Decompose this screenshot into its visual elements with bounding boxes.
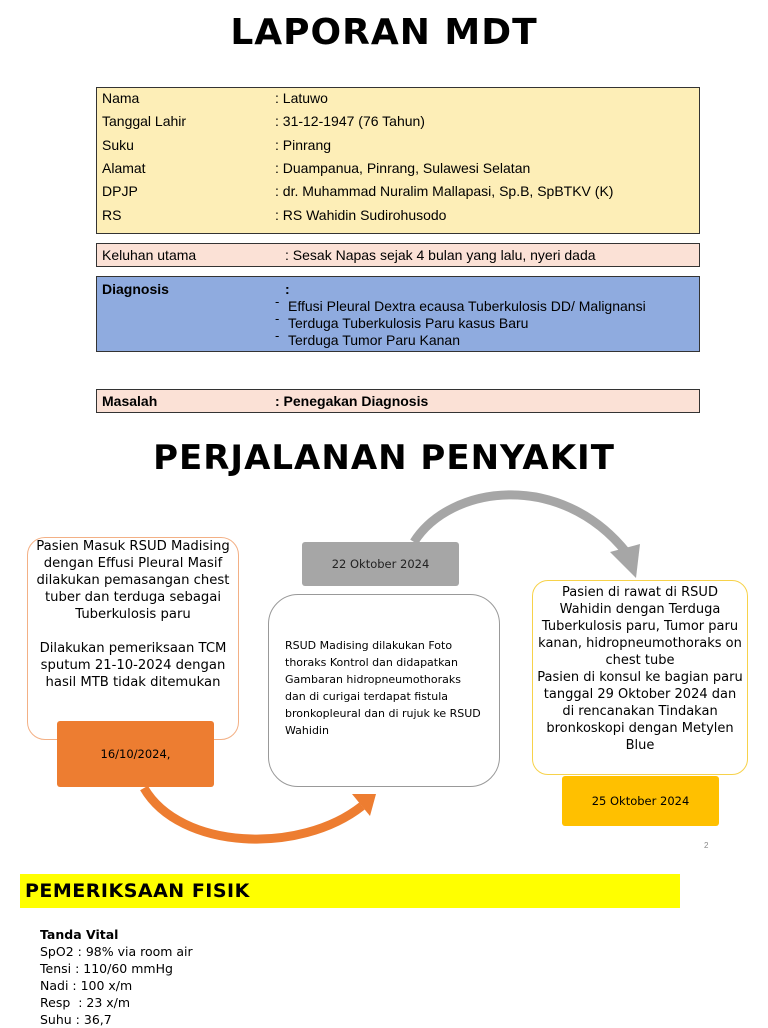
bullet-dash: -: [275, 294, 280, 309]
timeline-card-1-text-1: Pasien Masuk RSUD Madising dengan Effusi Pleural Masif dilakukan pemasangan chest tuber dan terduga sebagai Tuberkulosis paru: [36, 539, 230, 622]
diagnosis-box: [96, 276, 700, 352]
patient-value-tanggal-lahir: : 31-12-1947 (76 Tahun): [275, 113, 425, 129]
timeline-date-1: 16/10/2024,: [57, 721, 214, 787]
patient-label-rs: RS: [102, 207, 122, 223]
diagnosis-item: [275, 328, 460, 348]
patient-value-nama: : Latuwo: [275, 90, 328, 106]
diagnosis-item-text: Terduga Tuberkulosis Paru kasus Baru: [288, 315, 529, 331]
vital-item: Nadi : 100 x/m: [40, 978, 133, 993]
timeline-card-1: [27, 537, 239, 740]
timeline-card-1-text-2: Dilakukan pemeriksaan TCM sputum 21-10-2024 dengan hasil MTB tidak ditemukan: [39, 641, 227, 690]
timeline-card-3-text-1: Pasien di rawat di RSUD Wahidin dengan Terduga Tuberkulosis paru, Tumor paru kanan, hidropneumothoraks on chest tube: [538, 585, 742, 668]
patient-value-alamat: : Duampanua, Pinrang, Sulawesi Selatan: [275, 160, 531, 176]
arrow-gray-head: [610, 544, 640, 578]
keluhan-value: : Sesak Napas sejak 4 bulan yang lalu, nyeri dada: [285, 247, 596, 263]
vital-item: Tensi : 110/60 mmHg: [40, 961, 173, 976]
vital-signs: [40, 926, 193, 1028]
vital-item: Resp : 23 x/m: [40, 995, 131, 1010]
timeline-card-3-text-2: Pasien di konsul ke bagian paru tanggal 29 Oktober 2024 dan di rencanakan Tindakan bronkoskopi dengan Metylen Blue: [537, 670, 743, 753]
page-title: LAPORAN MDT: [230, 12, 538, 53]
patient-value-suku: : Pinrang: [275, 137, 332, 153]
vital-item: Suhu : 36,7: [40, 1012, 112, 1027]
bullet-dash: -: [275, 328, 280, 343]
timeline-date-3: 25 Oktober 2024: [562, 776, 719, 826]
section-title-pemeriksaan-fisik: PEMERIKSAAN FISIK: [20, 874, 680, 908]
keluhan-box: [96, 243, 700, 267]
diagnosis-item: [275, 294, 646, 314]
diagnosis-colon: :: [285, 281, 290, 297]
vital-item: SpO2 : 98% via room air: [40, 944, 193, 959]
vital-signs-title: Tanda Vital: [40, 927, 119, 942]
timeline-card-2: [268, 594, 500, 787]
diagnosis-item-text: Terduga Tumor Paru Kanan: [288, 332, 460, 348]
masalah-box: [96, 389, 700, 413]
patient-label-alamat: Alamat: [102, 160, 146, 176]
patient-value-rs: : RS Wahidin Sudirohusodo: [275, 207, 447, 223]
patient-label-tanggal-lahir: Tanggal Lahir: [102, 113, 187, 129]
diagnosis-label: Diagnosis: [102, 281, 169, 297]
bullet-dash: -: [275, 311, 280, 326]
patient-label-nama: Nama: [102, 90, 140, 106]
patient-label-suku: Suku: [102, 137, 134, 153]
patient-info-box: [96, 87, 700, 234]
keluhan-label: Keluhan utama: [102, 247, 197, 263]
page-number: 2: [704, 841, 709, 850]
section-title-perjalanan: PERJALANAN PENYAKIT: [153, 438, 615, 478]
arrow-orange: [144, 788, 362, 839]
diagnosis-item-text: Effusi Pleural Dextra ecausa Tuberkulosis DD/ Malignansi: [288, 298, 646, 314]
masalah-value: : Penegakan Diagnosis: [275, 393, 429, 409]
masalah-label: Masalah: [102, 393, 158, 409]
diagnosis-item: [275, 311, 529, 331]
patient-value-dpjp: : dr. Muhammad Nuralim Mallapasi, Sp.B, SpBTKV (K): [275, 183, 614, 199]
timeline-card-2-text: RSUD Madising dilakukan Foto thoraks Kontrol dan didapatkan Gambaran hidropneumothoraks dan di curigai terdapat fistula bronkopleural dan di rujuk ke RSUD Wahidin: [285, 639, 481, 737]
timeline-date-2: 22 Oktober 2024: [302, 542, 459, 586]
patient-label-dpjp: DPJP: [102, 183, 138, 199]
timeline-card-3: [532, 580, 748, 775]
